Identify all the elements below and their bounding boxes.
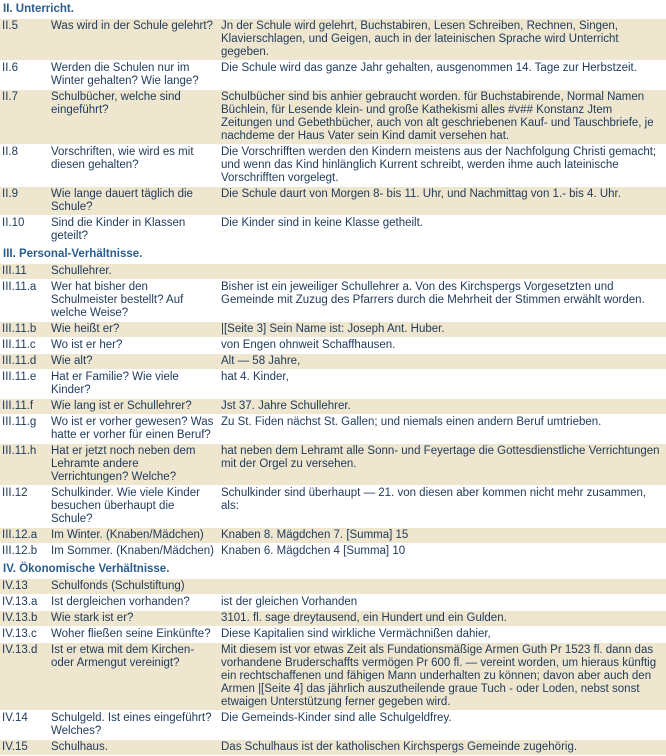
question-cell: Vorschriften, wie wird es mit diesen gehalten? <box>48 145 218 187</box>
row-number: III.11.g <box>0 415 48 444</box>
table-row <box>0 354 666 370</box>
row-number: III.12.b <box>0 544 48 560</box>
table-row <box>0 595 666 611</box>
table-row <box>0 338 666 354</box>
question-cell: Hat er Familie? Wie viele Kinder? <box>48 370 218 399</box>
row-number: III.11.c <box>0 338 48 354</box>
section-heading: III. Personal-Verhältnisse. <box>0 245 666 264</box>
question-cell: Wo ist er vorher gewesen? Was hatte er vorher für einen Beruf? <box>48 415 218 444</box>
answer-cell: Jn der Schule wird gelehrt, Buchstabiren, Lesen Schreiben, Rechnen, Singen, Klavierschlagen, und Geigen, auch in der lateinischen Sprache wird Unterricht gegeben. <box>218 19 666 61</box>
table-row <box>0 19 666 61</box>
answer-cell: Knaben 8. Mägdchen 7. [Summa] 15 <box>218 528 666 544</box>
answer-cell: |[Seite 3] Sein Name ist: Joseph Ant. Huber. <box>218 322 666 338</box>
row-number: III.11.h <box>0 444 48 486</box>
table-row <box>0 486 666 528</box>
section-heading-row <box>0 560 666 579</box>
table-row <box>0 528 666 544</box>
answer-cell: 3101. fl. sage dreytausend, ein Hundert und ein Gulden. <box>218 611 666 627</box>
question-cell: Sind die Kinder in Klassen geteilt? <box>48 216 218 245</box>
question-cell: Ist er etwa mit dem Kirchen- oder Armengut vereinigt? <box>48 643 218 711</box>
section-heading: II. Unterricht. <box>0 0 666 19</box>
row-number: II.8 <box>0 145 48 187</box>
row-number: III.11.b <box>0 322 48 338</box>
row-number: IV.13.a <box>0 595 48 611</box>
answer-cell: hat neben dem Lehramt alle Sonn- und Feyertage die Gottesdienstliche Verrichtungen mit der Orgel zu versehen. <box>218 444 666 486</box>
row-number: III.11.a <box>0 280 48 322</box>
answer-cell: von Engen ohnweit Schaffhausen. <box>218 338 666 354</box>
row-number: II.9 <box>0 187 48 216</box>
question-cell: Schulgeld. Ist eines eingeführt? Welches? <box>48 711 218 740</box>
answer-cell: Zu St. Fiden nächst St. Gallen; und niemals einen andern Beruf umtrieben. <box>218 415 666 444</box>
question-cell: Woher fließen seine Einkünfte? <box>48 627 218 643</box>
question-cell: Hat er jetzt noch neben dem Lehramte andere Verrichtungen? Welche? <box>48 444 218 486</box>
section-heading-row <box>0 0 666 19</box>
answer-cell: Schulkinder sind überhaupt — 21. von diesen aber kommen nicht mehr zusammen, als: <box>218 486 666 528</box>
row-number: II.7 <box>0 90 48 145</box>
question-cell: Wie alt? <box>48 354 218 370</box>
table-row <box>0 187 666 216</box>
table-row <box>0 643 666 711</box>
table-row <box>0 544 666 560</box>
row-number: IV.13.b <box>0 611 48 627</box>
question-cell: Werden die Schulen nur im Winter gehalten? Wie lange? <box>48 61 218 90</box>
row-number: IV.15 <box>0 740 48 756</box>
table-row <box>0 61 666 90</box>
question-cell: Wer hat bisher den Schulmeister bestellt? Auf welche Weise? <box>48 280 218 322</box>
question-cell: Wo ist er her? <box>48 338 218 354</box>
question-cell: Wie lang ist er Schullehrer? <box>48 399 218 415</box>
answer-cell: Alt — 58 Jahre, <box>218 354 666 370</box>
table-row <box>0 370 666 399</box>
answer-cell <box>218 264 666 280</box>
row-number: III.11.e <box>0 370 48 399</box>
table-row <box>0 145 666 187</box>
answer-cell: Knaben 6. Mägdchen 4 [Summa] 10 <box>218 544 666 560</box>
table-row <box>0 322 666 338</box>
answer-cell: Die Schule daurt von Morgen 8- bis 11. Uhr, und Nachmittag von 1.- bis 4. Uhr. <box>218 187 666 216</box>
answer-cell: Das Schulhaus ist der katholischen Kirchspergs Gemeinde zugehörig. <box>218 740 666 756</box>
answer-cell: Bisher ist ein jeweiliger Schullehrer a. Von des Kirchspergs Vorgesetzten und Gemeinde mit Zuzug des Pfarrers durch die Mehrheit der Stimmen erwählt worden. <box>218 280 666 322</box>
answer-cell: Die Vorschrifften werden den Kindern meistens aus der Nachfolgung Christi gemacht; und wenn das Kind hinlänglich Kurrent schreibt, werden ihme auch lateinische Vorschrifften vorgelegt. <box>218 145 666 187</box>
answer-cell <box>218 579 666 595</box>
question-cell: Was wird in der Schule gelehrt? <box>48 19 218 61</box>
answer-cell: hat 4. Kinder, <box>218 370 666 399</box>
answer-cell: ist der gleichen Vorhanden <box>218 595 666 611</box>
answer-cell: Mit diesem ist vor etwas Zeit als Fundationsmäßige Armen Guth Pr 1523 fl. dann das vorhandene Bruderschaffts vermögen Pr 600 fl. — vereint worden, um hieraus künftig ein rechtschaffenen und fähigen Mann underhalten zu können; davon aber auch den Armen |[Seite 4] das jährlich auszutheilende graue Tuch - oder Loden, nebst sonst etwaigen Unterstützung ferner gegeben wird. <box>218 643 666 711</box>
question-cell: Schulhaus. <box>48 740 218 756</box>
question-cell: Wie lange dauert täglich die Schule? <box>48 187 218 216</box>
question-cell: Im Sommer. (Knaben/Mädchen) <box>48 544 218 560</box>
question-cell: Schulfonds (Schulstiftung) <box>48 579 218 595</box>
row-number: III.12.a <box>0 528 48 544</box>
row-number: IV.13.c <box>0 627 48 643</box>
table-row <box>0 264 666 280</box>
table-row <box>0 579 666 595</box>
table-row <box>0 444 666 486</box>
row-number: II.10 <box>0 216 48 245</box>
answer-cell: Diese Kapitalien sind wirkliche Vermächnißen dahier, <box>218 627 666 643</box>
row-number: II.6 <box>0 61 48 90</box>
answer-cell: Schulbücher sind bis anhier gebraucht worden. für Buchstabirende, Normal Namen Büchlein, für Lesende klein- und große Kathekismi alles #v## Konstanz Jtem Zeitungen und Gebethbücher, auch von alt geschriebenen Kauf- und Tauschbriefe, je nachdeme der Haus Vater sein Kind damit versehen hat. <box>218 90 666 145</box>
table-row <box>0 90 666 145</box>
question-cell: Im Winter. (Knaben/Mädchen) <box>48 528 218 544</box>
row-number: IV.14 <box>0 711 48 740</box>
table-row <box>0 216 666 245</box>
row-number: III.11 <box>0 264 48 280</box>
section-heading-row <box>0 245 666 264</box>
answer-cell: Die Gemeinds-Kinder sind alle Schulgeldfrey. <box>218 711 666 740</box>
table-row <box>0 399 666 415</box>
table-row <box>0 740 666 756</box>
row-number: IV.13 <box>0 579 48 595</box>
table-row <box>0 415 666 444</box>
answer-cell: Die Schule wird das ganze Jahr gehalten, ausgenommen 14. Tage zur Herbstzeit. <box>218 61 666 90</box>
question-cell: Ist dergleichen vorhanden? <box>48 595 218 611</box>
row-number: III.11.f <box>0 399 48 415</box>
row-number: III.12 <box>0 486 48 528</box>
question-cell: Wie heißt er? <box>48 322 218 338</box>
table-row <box>0 627 666 643</box>
question-cell: Wie stark ist er? <box>48 611 218 627</box>
table-row <box>0 611 666 627</box>
answer-cell: Jst 37. Jahre Schullehrer. <box>218 399 666 415</box>
table-row <box>0 280 666 322</box>
question-cell: Schullehrer. <box>48 264 218 280</box>
section-heading: IV. Ökonomische Verhältnisse. <box>0 560 666 579</box>
answer-cell: Die Kinder sind in keine Klasse getheilt. <box>218 216 666 245</box>
row-number: III.11.d <box>0 354 48 370</box>
question-cell: Schulkinder. Wie viele Kinder besuchen überhaupt die Schule? <box>48 486 218 528</box>
table-row <box>0 711 666 740</box>
row-number: IV.13.d <box>0 643 48 711</box>
row-number: II.5 <box>0 19 48 61</box>
question-cell: Schulbücher, welche sind eingeführt? <box>48 90 218 145</box>
